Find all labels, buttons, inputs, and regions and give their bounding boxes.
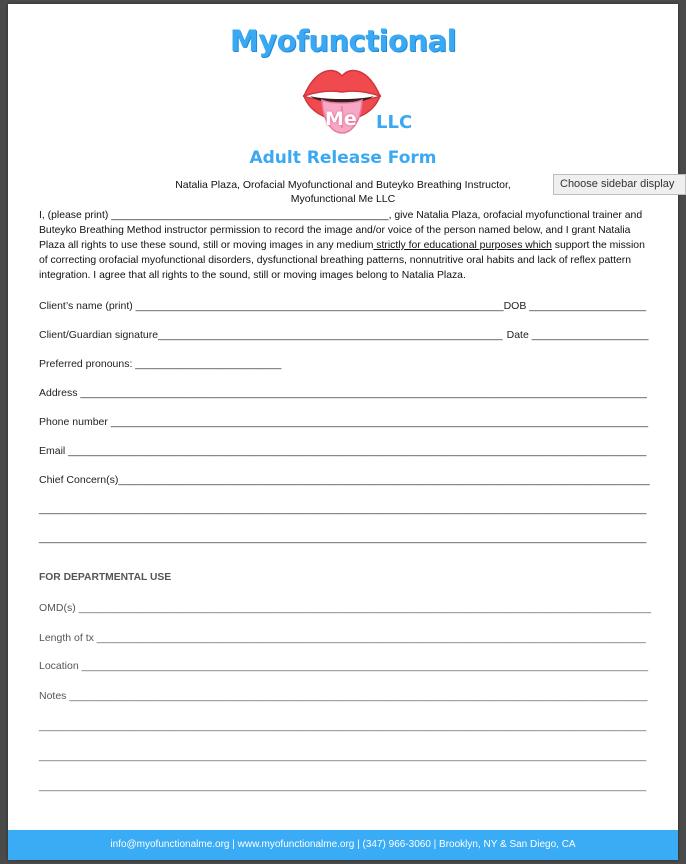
consent-text-2: support the mission of correcting orofacial myofunctional disorders, dysfunctional breathing patterns, nonnutritive oral habits and lack of reflex pattern integration. I agree that all rights to the sound, still or moving images belong to Natalia Plaza. [39,240,645,281]
instructor-line-2: Myofunctional Me LLC [290,193,396,205]
logo-me-text: Me [325,108,357,130]
logo-brand-text: Myofunctional [229,24,457,58]
document-page [8,4,678,860]
client-name-label: Client’s name (print) _______________________________________________________________ [39,300,504,312]
consent-paragraph [39,208,651,283]
consent-text-1: I, (please print) ________________________________________________, give Natalia Plaza, orofacial myofunctional trainer and Buteyko Breathing Method instructor permission to record the image and/or voice of the person named below, and I grant Natalia Plaza all rights to use these sound, still or moving images in any medium [39,210,643,251]
length-of-tx-field: Length of tx ______________________________________________________________________________________________ [39,632,646,644]
departmental-heading: FOR DEPARTMENTAL USE [39,572,172,583]
blank-line: ________________________________________________________________________________________________________ [39,503,647,515]
client-name-field [39,300,646,312]
pronouns-field: Preferred pronouns: _________________________ [39,358,282,370]
email-field: Email ___________________________________________________________________________________________________ [39,445,647,457]
blank-line: ________________________________________________________________________________________________________ [39,750,647,762]
chief-concern-field: Chief Concern(s)___________________________________________________________________________________________ [39,474,650,486]
instructor-line-1: Natalia Plaza, Orofacial Myofunctional and Buteyko Breathing Instructor, [175,179,511,191]
sidebar-display-tooltip[interactable]: Choose sidebar display [553,174,686,195]
address-field: Address _________________________________________________________________________________________________ [39,387,647,399]
footer-contact-bar: info@myofunctionalme.org | www.myofunctionalme.org | (347) 966-3060 | Brooklyn, NY & San Diego, CA [8,830,678,860]
blank-line: ________________________________________________________________________________________________________ [39,780,647,792]
lips-logo-icon [298,62,386,146]
date-label: Date ____________________ [506,329,649,341]
blank-line: ________________________________________________________________________________________________________ [39,720,647,732]
blank-line: ________________________________________________________________________________________________________ [39,532,647,544]
notes-field: Notes ___________________________________________________________________________________________________ [39,690,648,702]
guardian-signature-label: Client/Guardian signature___________________________________________________________ [39,329,503,341]
consent-underlined-text: strictly for educational purposes which [373,240,552,251]
phone-field: Phone number ____________________________________________________________________________________________ [39,416,649,428]
omd-field: OMD(s) __________________________________________________________________________________________________ [39,602,651,614]
form-title: Adult Release Form [249,148,437,168]
logo-llc-text: LLC [376,112,413,133]
guardian-signature-field [39,329,649,341]
dob-label: DOB ____________________ [503,300,647,312]
location-field: Location _________________________________________________________________________________________________ [39,660,649,672]
